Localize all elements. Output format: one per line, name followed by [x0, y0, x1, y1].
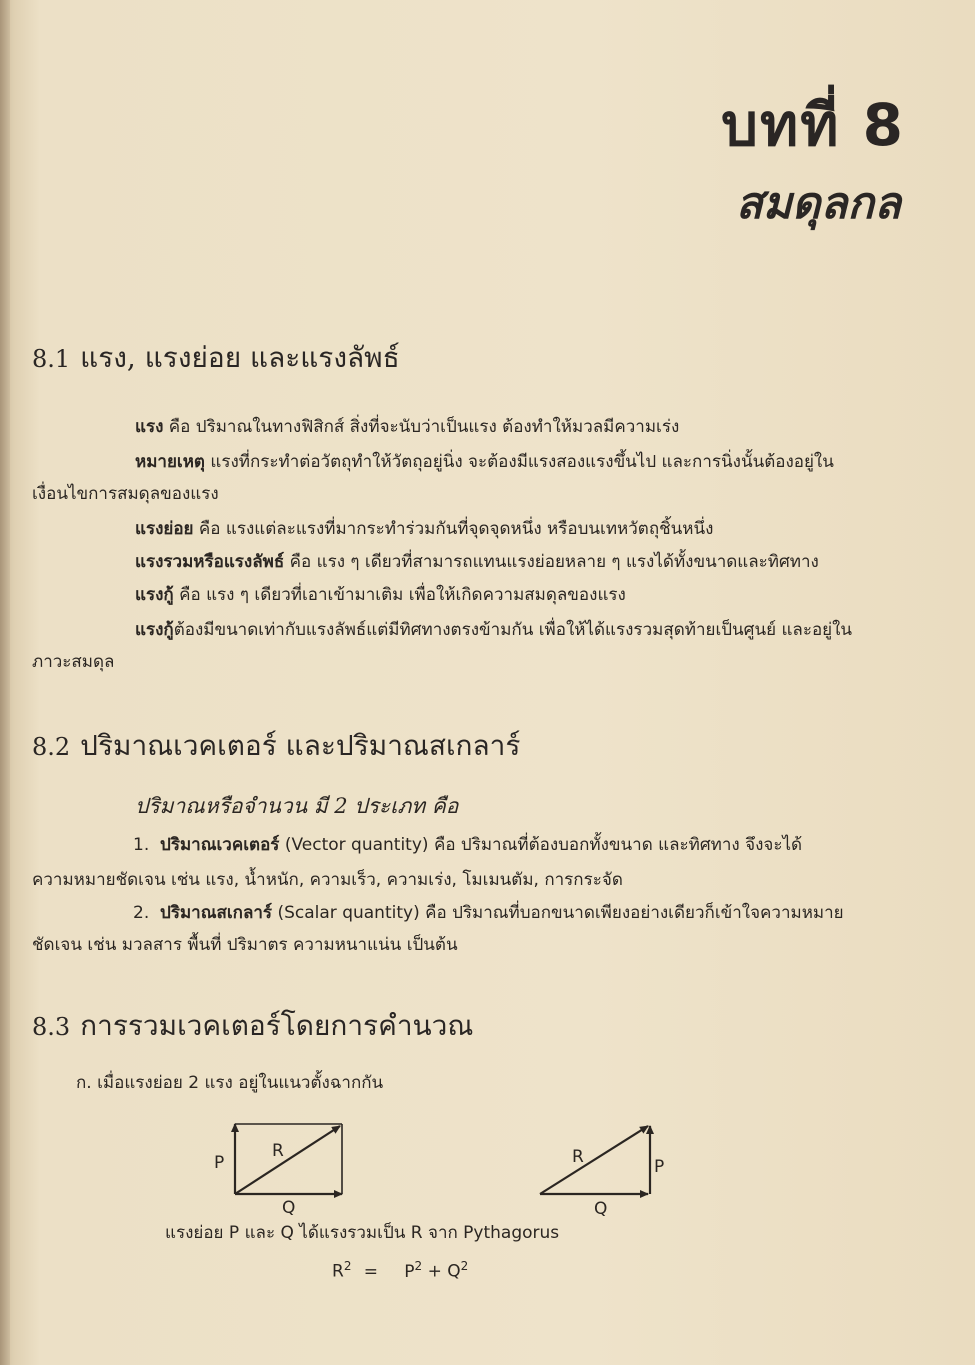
formula-equals: = — [363, 1261, 378, 1282]
vector-r-arrow — [540, 1126, 648, 1194]
triangle-vector-diagram — [540, 1126, 664, 1219]
formula-q: Q — [447, 1261, 461, 1282]
formula-r: R — [332, 1261, 344, 1282]
vector-diagrams — [0, 1110, 975, 1270]
vector-r-arrow — [235, 1126, 340, 1194]
label-p: P — [654, 1157, 665, 1177]
formula-exponent: 2 — [414, 1259, 423, 1273]
label-q: Q — [282, 1198, 296, 1218]
paragraph-resultant-force: แรงรวมหรือแรงลัพธ์ คือ แรง ๆ เดียวที่สามารถแทนแรงย่อยหลาย ๆ แรงได้ทั้งขนาดและทิศทาง — [135, 552, 819, 572]
item-vector-quantity-cont: ความหมายชัดเจน เช่น แรง, น้ำหนัก, ความเร็ว, ความเร่ง, โมเมนตัม, การกระจัด — [32, 870, 623, 890]
paragraph-note: หมายเหตุ แรงที่กระทำต่อวัตถุทำให้วัตถุอยู่นิ่ง จะต้องมีแรงสองแรงขึ้นไป และการนิ่งนั้นต้องอยู่ใน — [135, 452, 834, 472]
paragraph-equilibrant-2: แรงกู้ต้องมีขนาดเท่ากับแรงลัพธ์แต่มีทิศทางตรงข้ามกัน เพื่อให้ได้แรงรวมสุดท้ายเป็นศูนย์ และอยู่ใน — [135, 620, 853, 640]
rectangle-vector-diagram — [214, 1124, 342, 1218]
term: แรงย่อย — [135, 519, 194, 539]
section-title: แรง, แรงย่อย และแรงลัพธ์ — [80, 341, 400, 374]
paragraph-equilibrant-2-cont: ภาวะสมดุล — [32, 652, 115, 672]
label-r: R — [272, 1141, 284, 1161]
paragraph-force: แรง คือ ปริมาณในทางฟิสิกส์ สิ่งที่จะนับว่าเป็นแรง ต้องทำให้มวลมีความเร่ง — [135, 417, 680, 437]
item-scalar-quantity: 2. ปริมาณสเกลาร์ (Scalar quantity) คือ ปริมาณที่บอกขนาดเพียงอย่างเดียวก็เข้าใจความหมาย — [133, 903, 844, 923]
term: แรงกู้ — [135, 585, 174, 605]
chapter-title: สมดุลกล — [736, 178, 901, 229]
section-8-1-heading — [32, 336, 400, 380]
label-r: R — [572, 1147, 584, 1167]
paragraph-note-cont: เงื่อนไขการสมดุลของแรง — [32, 484, 219, 504]
term: ปริมาณสเกลาร์ — [160, 903, 273, 923]
section-title: การรวมเวคเตอร์โดยการคำนวณ — [80, 1009, 474, 1042]
term: แรงรวมหรือแรงลัพธ์ — [135, 552, 285, 572]
case-a-text: ก. เมื่อแรงย่อย 2 แรง อยู่ในแนวตั้งฉากกัน — [76, 1073, 384, 1093]
term: หมายเหตุ — [135, 452, 205, 472]
formula-p: P — [404, 1261, 415, 1282]
label-q: Q — [594, 1199, 608, 1219]
term: แรงกู้ — [135, 620, 174, 640]
section-8-3-heading — [32, 1004, 473, 1048]
formula-exponent: 2 — [343, 1259, 352, 1273]
term: แรง — [135, 417, 164, 437]
term: ปริมาณเวคเตอร์ — [160, 835, 280, 855]
section-number: 8.1 — [32, 345, 71, 373]
label-p: P — [214, 1153, 225, 1173]
formula-plus: + — [427, 1261, 442, 1282]
chapter-number: บทที่ 8 — [721, 91, 905, 159]
section-8-2-heading — [32, 724, 520, 768]
section-8-2-subheading: ปริมาณหรือจำนวน มี 2 ประเภท คือ — [135, 794, 459, 818]
formula-exponent: 2 — [460, 1259, 469, 1273]
pythagoras-formula — [332, 1255, 468, 1283]
section-number: 8.3 — [32, 1013, 71, 1041]
section-number: 8.2 — [32, 733, 71, 761]
section-title: ปริมาณเวคเตอร์ และปริมาณสเกลาร์ — [80, 729, 521, 762]
paragraph-equilibrant: แรงกู้ คือ แรง ๆ เดียวที่เอาเข้ามาเติม เพื่อให้เกิดความสมดุลของแรง — [135, 585, 626, 605]
diagram-caption: แรงย่อย P และ Q ได้แรงรวมเป็น R จาก Pythagorus — [165, 1223, 560, 1243]
paragraph-component-force: แรงย่อย คือ แรงแต่ละแรงที่มากระทำร่วมกันที่จุดจุดหนึ่ง หรือบนเทหวัตถุชิ้นหนึ่ง — [135, 519, 714, 539]
item-vector-quantity: 1. ปริมาณเวคเตอร์ (Vector quantity) คือ ปริมาณที่ต้องบอกทั้งขนาด และทิศทาง จึงจะได้ — [133, 835, 803, 855]
item-scalar-quantity-cont: ชัดเจน เช่น มวลสาร พื้นที่ ปริมาตร ความหนาแน่น เป็นต้น — [32, 935, 458, 955]
